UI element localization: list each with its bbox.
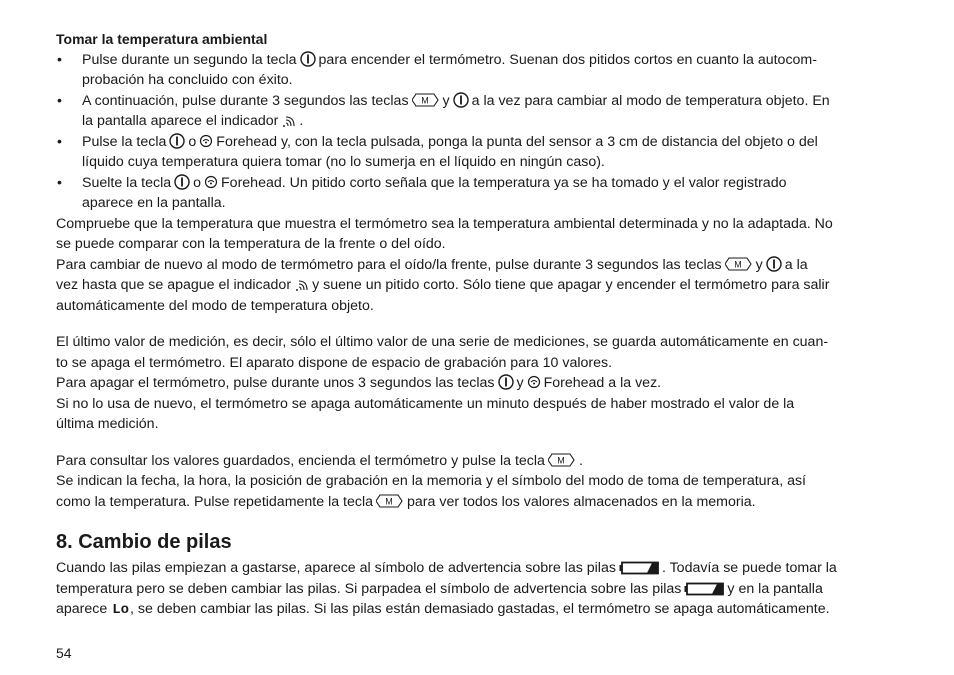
power-button-icon: [766, 256, 782, 272]
forehead-button-icon: [199, 133, 213, 149]
section-title: 8. Cambio de pilas: [56, 531, 232, 553]
paragraph: Compruebe que la temperatura que muestra el termómetro sea la temperatura ambiental determinada y no la adaptada. No se puede comparar con la temperatura de la frente o del oído.: [56, 215, 833, 252]
memory-button-icon: [548, 452, 576, 468]
section-subtitle: Tomar la temperatura ambiental: [56, 31, 268, 47]
paragraph: Cuando las pilas empiezan a gastarse, aparece al símbolo de advertencia sobre las pilas . Todavía se puede tomar la temperatura pero se deben cambiar las pilas. Si parpadea el símbolo de advertencia sobre las pilas y en la pantalla aparece Lo, se deben cambiar las pilas. Si las pilas están demasiado gastadas, el termómetro se apaga automáticamente.: [56, 560, 837, 618]
paragraph: Para apagar el termómetro, pulse durante unos 3 segundos las teclas y Forehead a la vez.: [56, 375, 662, 391]
paragraph: Si no lo usa de nuevo, el termómetro se apaga automáticamente un minuto después de haber mostrado el valor de la última medición.: [56, 395, 795, 432]
paragraph: Para consultar los valores guardados, encienda el termómetro y pulse la tecla .: [56, 452, 583, 469]
list-item: • Pulse durante un segundo la tecla para encender el termómetro. Suenan dos pitidos cortos en cuanto la autocom- probación ha concluido con éxito.: [56, 50, 900, 91]
power-button-icon: [300, 51, 316, 67]
battery-warning-icon: [619, 561, 659, 575]
paragraph: Para cambiar de nuevo al modo de termómetro para el oído/la frente, pulse durante 3 segundos las teclas y a la vez hasta que se apague el indicador y suene un pitido corto. Sólo tiene que apagar y encender el termómetro para salir automáticamente del modo de temperatura objeto.: [56, 256, 830, 314]
power-button-icon: [498, 374, 514, 390]
paragraph: El último valor de medición, es decir, sólo el último valor de una serie de mediciones, se guarda automáticamente en cuan- to se apaga el termómetro. El aparato dispone de espacio de grabación para 10 valores.: [56, 334, 829, 371]
manual-page: [56, 29, 900, 621]
memory-button-icon: [412, 92, 440, 108]
object-mode-indicator-icon: [281, 114, 296, 128]
memory-button-icon: [725, 256, 753, 272]
battery-warning-icon: [684, 582, 724, 596]
power-button-icon: [169, 133, 185, 149]
forehead-button-icon: [204, 174, 218, 190]
power-button-icon: [174, 174, 190, 190]
forehead-button-icon: [527, 374, 541, 390]
list-item: • A continuación, pulse durante 3 segundos las teclas y a la vez para cambiar al modo de temperatura objeto. En la pantalla aparece el indicador .: [56, 91, 900, 132]
paragraph: Se indican la fecha, la hora, la posición de grabación en la memoria y el símbolo del modo de toma de temperatura, así como la temperatura. Pulse repetidamente la tecla para ver todos los valores almacenados en la memoria.: [56, 473, 806, 510]
memory-button-icon: [376, 493, 404, 509]
power-button-icon: [453, 92, 469, 108]
object-mode-indicator-icon: [294, 278, 309, 292]
list-item: • Pulse la tecla o Forehead y, con la tecla pulsada, ponga la punta del sensor a 3 cm de distancia del objeto o del líquido cuya temperatura quiera tomar (no lo sumerja en el líquido en ningún caso).: [56, 132, 900, 173]
page-number: 54: [56, 645, 72, 661]
list-item: • Suelte la tecla o Forehead. Un pitido corto señala que la temperatura ya se ha tomado y el valor registrado aparece en la pantalla.: [56, 173, 900, 214]
bullet-list: [56, 50, 900, 214]
lo-display-symbol: Lo: [112, 602, 130, 618]
